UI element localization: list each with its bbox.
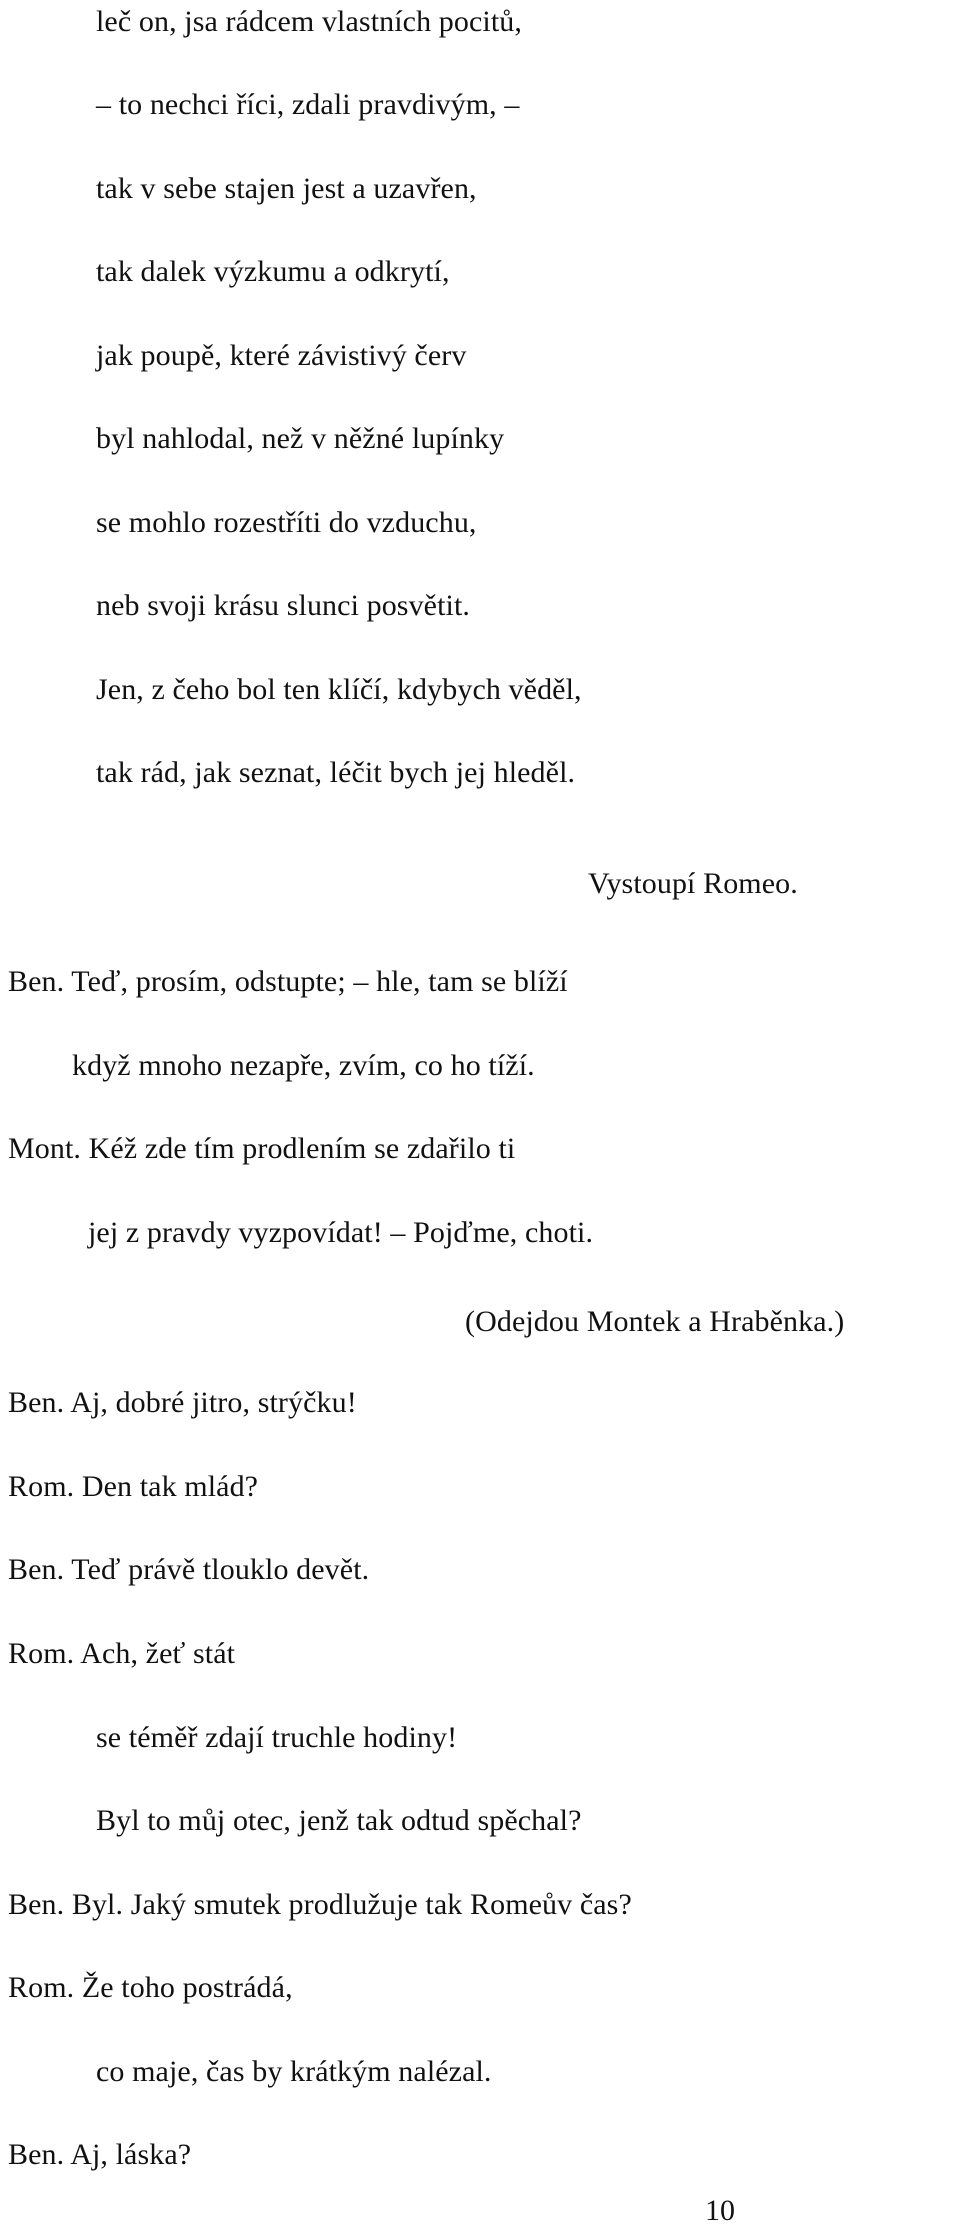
verse-line-10: tak rád, jak seznat, léčit bych jej hleděl. — [96, 756, 576, 789]
dialogue-text: Teď právě tlouklo devět. — [71, 1553, 370, 1586]
dialogue-continuation: jej z pravdy vyzpovídat! – Pojďme, choti. — [88, 1216, 594, 1249]
dialogue-text: Byl. Jaký smutek prodlužuje tak Romeův čas? — [71, 1888, 632, 1921]
dialogue-continuation: se téměř zdají truchle hodiny! — [96, 1721, 458, 1754]
dialogue-text: Ach, žeť stát — [80, 1637, 236, 1670]
speaker-name: Mont. — [8, 1132, 82, 1165]
dialogue-continuation: co maje, čas by krátkým nalézal. — [96, 2055, 492, 2088]
dialogue-line — [8, 1467, 258, 1507]
speaker-name: Ben. — [8, 1386, 65, 1419]
verse-line-1: leč on, jsa rádcem vlastních pocitů, — [96, 5, 522, 38]
speaker-name: Rom. — [8, 1971, 75, 2004]
dialogue-line — [8, 1885, 632, 1925]
dialogue-text: Den tak mlád? — [81, 1470, 259, 1503]
verse-line-4: tak dalek výzkumu a odkrytí, — [96, 255, 450, 288]
verse-line-6: byl nahlodal, než v něžné lupínky — [96, 422, 505, 455]
speaker-name: Rom. — [8, 1637, 75, 1670]
dialogue-text: Kéž zde tím prodlením se zdařilo ti — [88, 1132, 516, 1165]
dialogue-line — [8, 2135, 191, 2175]
dialogue-text: Aj, dobré jitro, strýčku! — [70, 1386, 357, 1419]
dialogue-text: Teď, prosím, odstupte; – hle, tam se blíží — [71, 965, 568, 998]
dialogue-line — [8, 1383, 357, 1423]
dialogue-text: Že toho postrádá, — [81, 1971, 293, 2004]
dialogue-continuation: když mnoho nezapře, zvím, co ho tíží. — [72, 1049, 535, 1082]
dialogue-line — [8, 1634, 235, 1674]
verse-line-9: Jen, z čeho bol ten klíčí, kdybych věděl, — [96, 673, 582, 706]
verse-line-8: neb svoji krásu slunci posvětit. — [96, 589, 470, 622]
verse-line-5: jak poupě, které závistivý červ — [96, 339, 467, 372]
dialogue-line — [8, 1129, 515, 1169]
speaker-name: Rom. — [8, 1470, 75, 1503]
speaker-name: Ben. — [8, 965, 65, 998]
stage-direction-exit: (Odejdou Montek a Hraběnka.) — [465, 1305, 845, 1338]
dialogue-text: Aj, láska? — [70, 2138, 192, 2171]
dialogue-continuation: Byl to můj otec, jenž tak odtud spěchal? — [96, 1804, 582, 1837]
speaker-name: Ben. — [8, 1888, 65, 1921]
dialogue-line — [8, 962, 568, 1002]
dialogue-line — [8, 1968, 293, 2008]
dialogue-line — [8, 1550, 369, 1590]
verse-line-2: – to nechci říci, zdali pravdivým, – — [96, 88, 520, 121]
page-number: 10 — [705, 2194, 735, 2227]
verse-line-3: tak v sebe stajen jest a uzavřen, — [96, 172, 477, 205]
speaker-name: Ben. — [8, 2138, 65, 2171]
speaker-name: Ben. — [8, 1553, 65, 1586]
stage-direction-enter: Vystoupí Romeo. — [588, 867, 798, 900]
verse-line-7: se mohlo rozestříti do vzduchu, — [96, 506, 477, 539]
